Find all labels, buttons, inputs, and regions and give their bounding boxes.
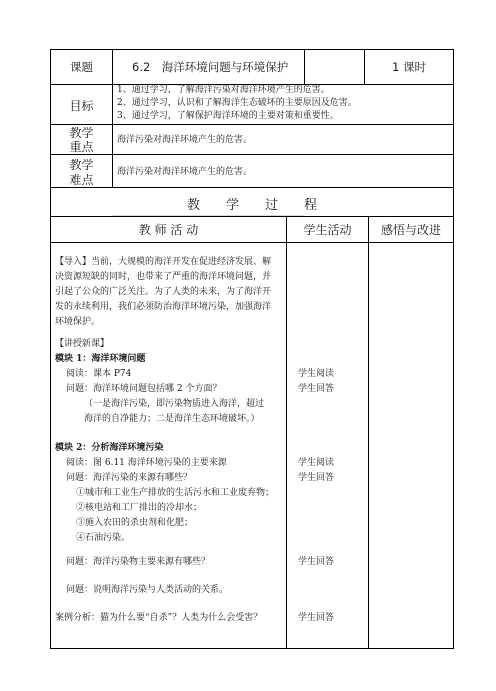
teacher-line: 决资源短缺的同时，也带来了严重的海洋环境问题，并 [55,272,272,282]
student-line: 学生阅读 [298,458,335,468]
faint-underline [112,215,304,216]
teacher-line: 环境保护。 [55,317,101,327]
teacher-line: （一是海洋污染，即污染物质进入海洋，超过 [84,399,265,409]
difficult-point-label-line2: 难点 [69,173,94,187]
row-divider-5 [50,216,454,217]
student-col-divider [286,216,287,648]
teacher-line: 阅读：课本 P74 [66,369,132,379]
process-title: 教 学 过 程 [186,198,317,213]
header-divider-a [304,49,305,84]
goal-item: 1、通过学习，了解海洋污染对海洋环境产生的危害。 [117,85,330,95]
student-line: 学生回答 [298,613,335,623]
table-bottom-border [50,648,454,649]
reflect-col-divider [368,216,369,648]
table-right-border [453,49,454,649]
key-point-text: 海洋污染对海洋环境产生的危害。 [117,135,253,145]
teacher-line: ①城市和工业生产排放的生活污水和工业废弃物； [76,488,275,498]
student-line: 学生阅读 [298,369,335,379]
student-line: 学生回答 [298,473,335,483]
key-point-label-line1: 教学 [69,126,94,140]
teacher-line: 【讲授新课】 [55,339,110,349]
teacher-line: 发的永续利用，我们必须防治海洋环境污染，加强海洋 [55,302,272,312]
teacher-column-header: 教 师 活 动 [138,223,199,237]
module-heading: 模块 1：海洋环境问题 [55,354,146,364]
teacher-line: ④石油污染。 [76,533,131,543]
student-column-header: 学生活动 [303,223,352,237]
course-title: 6.2 海洋环境问题与环境保护 [132,60,289,74]
teacher-line: 案例分析：猫为什么要“自杀”？人类为什么会受害？ [55,613,263,623]
reflect-column-header: 感悟与改进 [380,223,441,237]
teacher-line: ③施入农田的杀虫剂和化肥； [76,518,194,528]
course-label: 课题 [70,60,93,74]
hours-value: 1 课时 [392,60,426,74]
teacher-line: 阅读：图 6.11 海洋环境污染的主要来源 [66,458,227,468]
teacher-line: 引起了公众的广泛关注。为了人类的未来，为了海洋开 [55,287,272,297]
student-line: 学生回答 [298,384,335,394]
teacher-line: 问题：海洋污染物主要来源有哪些？ [66,557,211,567]
goal-item: 3、通过学习，了解保护海洋环境的主要对策和重要性。 [117,111,339,121]
goal-item: 2、通过学习，认识和了解海洋生态破坏的主要原因及危害。 [117,98,357,108]
teacher-line: 问题：海洋环境问题包括哪 2 个方面？ [66,384,222,394]
teacher-line: 问题：海洋污染的来源有哪些？ [66,473,193,483]
teacher-line: 【导入】当前，大规模的海洋开发在促进经济发展、解 [55,257,272,267]
key-point-label-line2: 重点 [69,140,94,154]
label-col-divider [112,49,113,187]
teacher-line: ②核电站和工厂排出的冷却水； [76,503,203,513]
row-divider-6 [50,242,454,243]
module-heading: 模块 2：分析海洋环境污染 [55,443,164,453]
student-line: 学生回答 [298,557,335,567]
difficult-point-label-line1: 教学 [69,158,94,172]
teacher-line: 问题：说明海洋污染与人类活动的关系。 [66,585,229,595]
difficult-point-text: 海洋污染对海洋环境产生的危害。 [117,167,253,177]
teacher-line: 海洋的自净能力；二是海洋生态环境破坏。） [84,414,260,424]
goals-label: 目标 [69,99,94,113]
table-top-border [50,49,454,50]
